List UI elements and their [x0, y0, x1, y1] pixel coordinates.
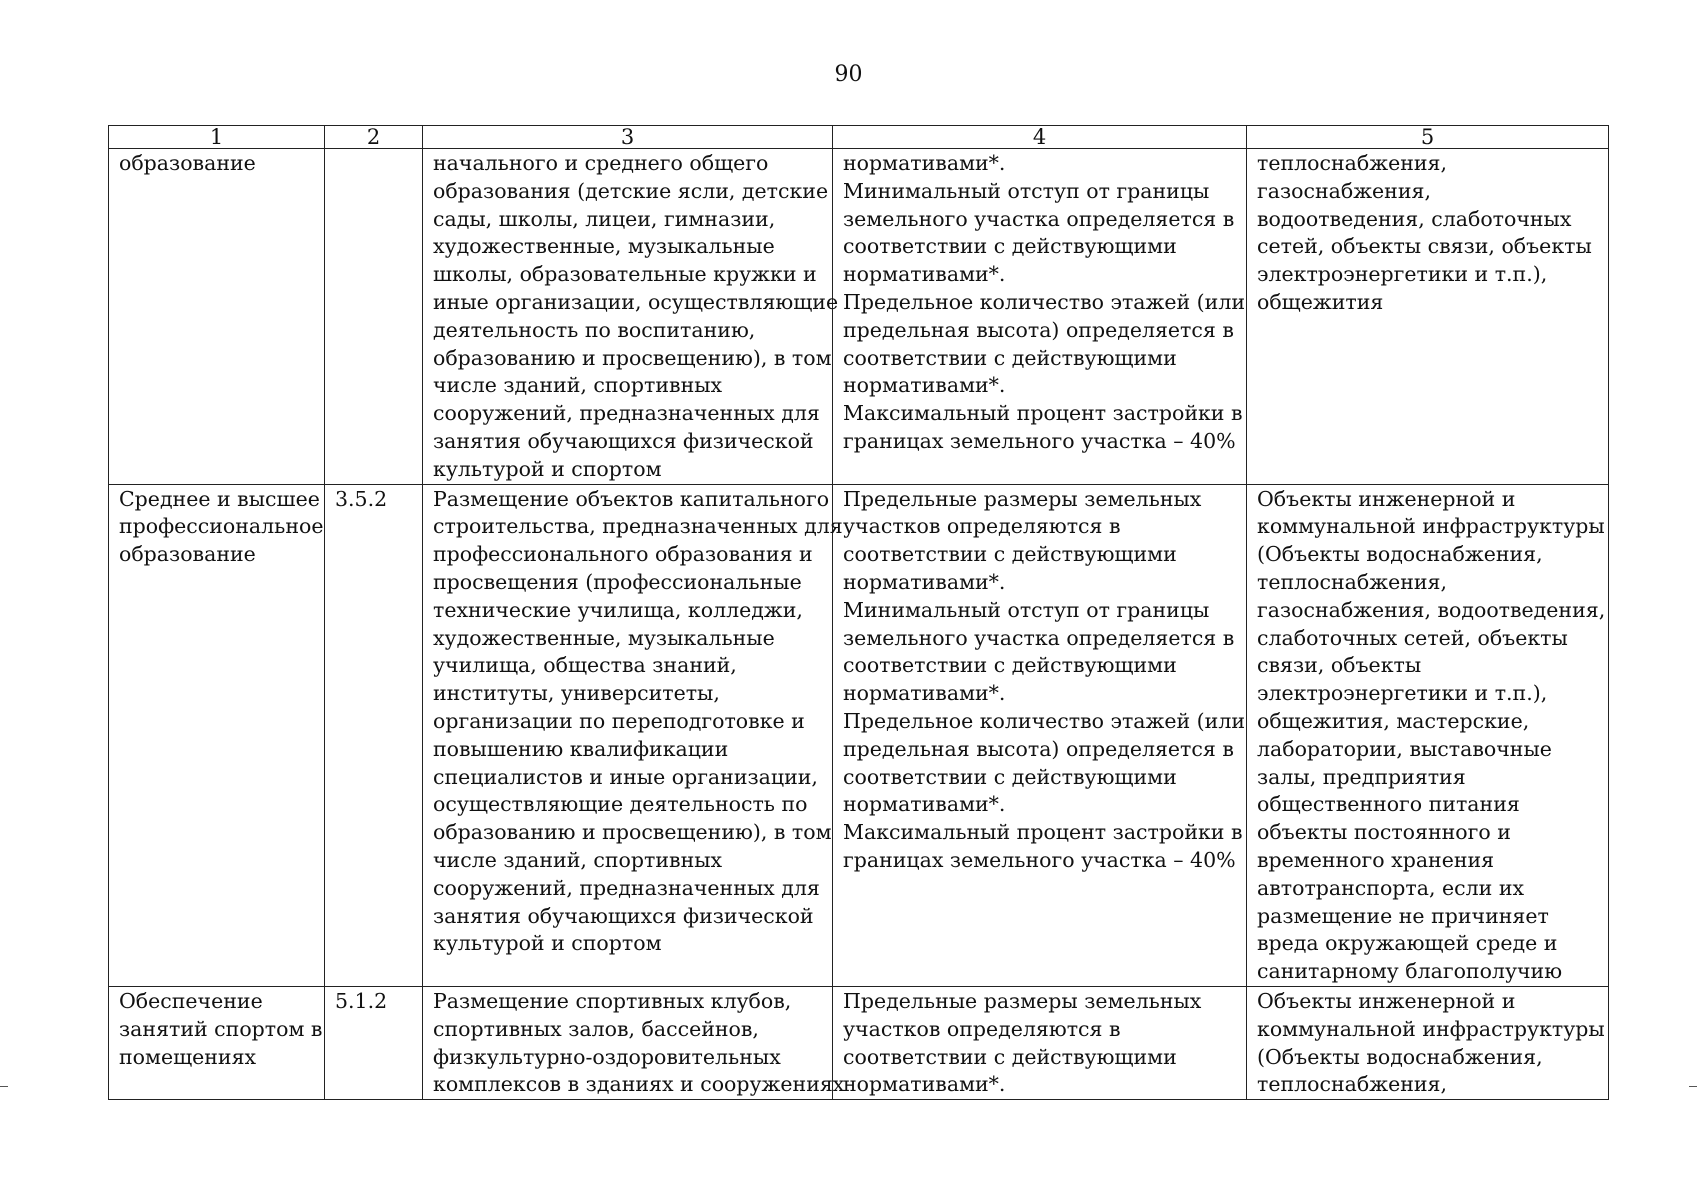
cell-text-line: образование — [119, 151, 256, 175]
cell-text-line: школы, образовательные кружки и — [433, 262, 817, 287]
table-cell-col-3 — [423, 986, 845, 1099]
cell-text-line: начального и среднего общего — [433, 151, 769, 175]
header-col-2: 2 — [325, 126, 423, 149]
table-cell-col-4 — [833, 986, 1247, 1099]
cell-text-line: строительства, предназначенных для — [433, 514, 843, 539]
table-cell-col-5 — [1247, 149, 1609, 485]
cell-text-line: газоснабжения, водоотведения, — [1257, 597, 1606, 622]
cell-text-line: деятельность по воспитанию, — [433, 317, 756, 342]
cell-text-line: коммунальной инфраструктуры — [1257, 1016, 1605, 1041]
cell-text-line: общежития, мастерские, — [1257, 708, 1530, 733]
cell-text-line: профессиональное — [119, 514, 324, 539]
cell-text-line: нормативами*. — [843, 151, 1006, 175]
cell-text-line: культурой и спортом — [433, 456, 662, 481]
cell-text-line: Предельные размеры земельных — [843, 988, 1202, 1013]
cell-text-line: Минимальный отступ от границы — [843, 597, 1210, 622]
cell-text-line: Предельное количество этажей (или — [843, 708, 1246, 733]
scan-edge-mark-left — [0, 1086, 8, 1087]
cell-text-line: Объекты инженерной и — [1257, 486, 1516, 511]
cell-text-line: нормативами*. — [843, 569, 1006, 594]
table-cell-col-4 — [833, 149, 1247, 485]
land-use-table — [108, 125, 1609, 1100]
table-cell-col-2 — [325, 484, 423, 986]
cell-text-line: соответствии с действующими — [843, 764, 1177, 789]
cell-text-line: соответствии с действующими — [843, 542, 1177, 567]
cell-text-line: сооружений, предназначенных для — [433, 401, 820, 426]
cell-text-line: Размещение спортивных клубов, — [433, 988, 792, 1013]
header-row — [109, 126, 1609, 149]
cell-text-line: участков определяются в — [843, 1016, 1121, 1041]
cell-text-line: спортивных залов, бассейнов, — [433, 1016, 759, 1041]
table-cell-col-5 — [1247, 986, 1609, 1099]
cell-text-line: занятия обучающихся физической — [433, 428, 814, 453]
table-cell-col-2 — [325, 986, 423, 1099]
cell-text-line: участков определяются в — [843, 514, 1121, 539]
table-cell-col-2 — [325, 149, 423, 485]
cell-text-line: образование — [119, 542, 256, 567]
cell-text-line: нормативами*. — [843, 792, 1006, 817]
cell-text-line: электроэнергетики и т.п.), — [1257, 681, 1548, 706]
cell-code: 3.5.2 — [335, 486, 388, 511]
cell-code: 5.1.2 — [335, 988, 388, 1013]
cell-text-line: границах земельного участка – 40% — [843, 428, 1236, 453]
cell-text-line: числе зданий, спортивных — [433, 847, 723, 872]
cell-text-line: водоотведения, слаботочных — [1257, 206, 1572, 231]
cell-text-line: вреда окружающей среде и — [1257, 931, 1558, 956]
cell-text-line: объекты постоянного и — [1257, 820, 1511, 845]
cell-text-line: Объекты инженерной и — [1257, 988, 1516, 1013]
cell-text-line: автотранспорта, если их — [1257, 875, 1525, 900]
cell-text-line: связи, объекты — [1257, 653, 1422, 678]
cell-text-line: нормативами*. — [843, 681, 1006, 706]
table-cell-col-1 — [109, 986, 325, 1099]
table-cell-col-3 — [423, 149, 839, 485]
cell-text-line: нормативами*. — [843, 1072, 1006, 1097]
cell-text-line: комплексов в зданиях и сооружениях — [433, 1072, 845, 1097]
cell-text-line: земельного участка определяется в — [843, 625, 1235, 650]
cell-text-line: осуществляющие деятельность по — [433, 792, 808, 817]
cell-text-line: (Объекты водоснабжения, — [1257, 542, 1543, 567]
cell-text-line: Предельное количество этажей (или — [843, 289, 1246, 314]
cell-text-line: нормативами*. — [843, 262, 1006, 287]
cell-text-line: теплоснабжения, — [1257, 1072, 1447, 1097]
cell-text-line: общежития — [1257, 289, 1384, 314]
cell-text-line: временного хранения — [1257, 847, 1495, 872]
table-cell-col-5 — [1247, 484, 1609, 986]
header-col-3: 3 — [423, 126, 833, 149]
cell-text-line: художественные, музыкальные — [433, 234, 775, 259]
cell-text-line: предельная высота) определяется в — [843, 317, 1234, 342]
cell-text-line: земельного участка определяется в — [843, 206, 1235, 231]
table-cell-col-4 — [833, 484, 1247, 986]
table-row — [109, 149, 1609, 485]
cell-text-line: Максимальный процент застройки в — [843, 401, 1243, 426]
cell-text-line: соответствии с действующими — [843, 653, 1177, 678]
cell-text-line: коммунальной инфраструктуры — [1257, 514, 1605, 539]
scan-edge-mark-right — [1689, 1086, 1697, 1087]
cell-text-line: культурой и спортом — [433, 931, 662, 956]
table-cell-col-1 — [109, 484, 325, 986]
cell-text-line: физкультурно-оздоровительных — [433, 1044, 781, 1069]
table-cell-col-1 — [109, 149, 325, 485]
cell-text-line: электроэнергетики и т.п.), — [1257, 262, 1548, 287]
cell-text-line: технические училища, колледжи, — [433, 597, 803, 622]
header-col-4: 4 — [833, 126, 1247, 149]
cell-text-line: сооружений, предназначенных для — [433, 875, 820, 900]
cell-text-line: специалистов и иные организации, — [433, 764, 818, 789]
cell-text-line: сады, школы, лицеи, гимназии, — [433, 206, 776, 231]
cell-text-line: занятий спортом в — [119, 1016, 323, 1041]
header-col-5: 5 — [1247, 126, 1609, 149]
cell-text-line: институты, университеты, — [433, 681, 720, 706]
cell-text-line: лаборатории, выставочные — [1257, 736, 1552, 761]
cell-text-line: числе зданий, спортивных — [433, 373, 723, 398]
table-cell-col-3 — [423, 484, 843, 986]
cell-text-line: слаботочных сетей, объекты — [1257, 625, 1568, 650]
cell-text-line: занятия обучающихся физической — [433, 903, 814, 928]
cell-text-line: размещение не причиняет — [1257, 903, 1549, 928]
cell-text-line: образованию и просвещению), в том — [433, 820, 832, 845]
cell-text-line: профессионального образования и — [433, 542, 813, 567]
cell-text-line: Максимальный процент застройки в — [843, 820, 1243, 845]
cell-text-line: повышению квалификации — [433, 736, 729, 761]
cell-text-line: границах земельного участка – 40% — [843, 847, 1236, 872]
table-row — [109, 484, 1609, 986]
cell-text-line: теплоснабжения, — [1257, 151, 1447, 175]
cell-text-line: (Объекты водоснабжения, — [1257, 1044, 1543, 1069]
cell-text-line: художественные, музыкальные — [433, 625, 775, 650]
cell-text-line: предельная высота) определяется в — [843, 736, 1234, 761]
cell-text-line: общественного питания — [1257, 792, 1520, 817]
cell-text-line: Предельные размеры земельных — [843, 486, 1202, 511]
cell-text-line: организации по переподготовке и — [433, 708, 805, 733]
cell-text-line: Размещение объектов капитального — [433, 486, 830, 511]
cell-text-line: нормативами*. — [843, 373, 1006, 398]
cell-text-line: просвещения (профессиональные — [433, 569, 802, 594]
cell-text-line: газоснабжения, — [1257, 178, 1431, 203]
cell-text-line: санитарному благополучию — [1257, 959, 1563, 984]
cell-text-line: соответствии с действующими — [843, 1044, 1177, 1069]
cell-text-line: соответствии с действующими — [843, 234, 1177, 259]
table-row — [109, 986, 1609, 1099]
cell-text-line: образованию и просвещению), в том — [433, 345, 832, 370]
cell-text-line: Обеспечение — [119, 988, 263, 1013]
cell-text-line: училища, общества знаний, — [433, 653, 737, 678]
header-col-1: 1 — [109, 126, 325, 149]
cell-text-line: теплоснабжения, — [1257, 569, 1447, 594]
cell-text-line: образования (детские ясли, детские — [433, 178, 829, 203]
cell-text-line: иные организации, осуществляющие — [433, 289, 839, 314]
cell-text-line: Минимальный отступ от границы — [843, 178, 1210, 203]
cell-text-line: соответствии с действующими — [843, 345, 1177, 370]
cell-text-line: залы, предприятия — [1257, 764, 1466, 789]
page-number: 90 — [834, 62, 863, 87]
cell-text-line: помещениях — [119, 1044, 257, 1069]
cell-text-line: Среднее и высшее — [119, 486, 320, 511]
cell-text-line: сетей, объекты связи, объекты — [1257, 234, 1592, 259]
